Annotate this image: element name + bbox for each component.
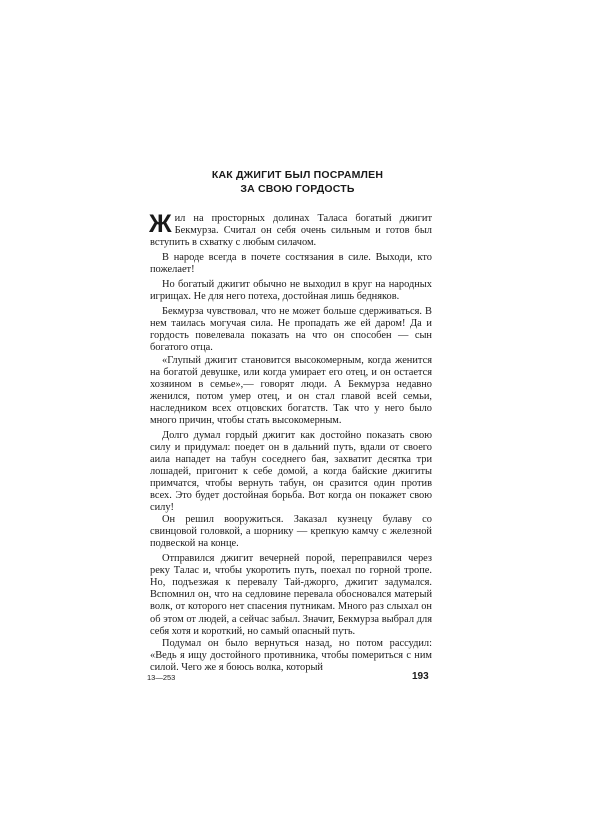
paragraph-1-text: ил на просторных долинах Таласа богатый джигит Бекмурза. Считал он себя очень сильным и готов был вступить в схватку с любым силачом. [150, 213, 432, 249]
story-body [149, 210, 432, 674]
story-title-line-1: КАК ДЖИГИТ БЫЛ ПОСРАМЛЕН [211, 169, 384, 181]
paragraph-9: Подумал он было вернуться назад, но потом рассудил: «Ведь я ищу достойного противника, чтобы помериться с ним силой. Чего же я боюсь волка, который [150, 637, 432, 673]
paragraph-2: В народе всегда в почете состязания в силе. Выходи, кто пожелает! [150, 252, 432, 276]
paragraph-6: Долго думал гордый джигит как достойно показать свою силу и придумал: поедет он в дальний путь, вдали от своего аила нападет на табун соседнего бая, захватит десятка три лошадей, пригонит к себе домой, а когда байские джигиты примчатся, чтобы вернуть табун, он сразится один против всех. Это будет достойная борьба. Вот когда он покажет свою силу! [150, 429, 432, 514]
page-number: 193 [412, 671, 429, 682]
paragraph-1 [149, 210, 432, 249]
drop-cap: Ж [149, 210, 172, 238]
paragraph-7: Он решил вооружиться. Заказал кузнецу булаву со свинцовой головкой, а шорнику — крепкую камчу с железной подвеской на конце. [150, 514, 432, 550]
paragraph-4: Бекмурза чувствовал, что не может больше сдерживаться. В нем таилась могучая сила. Не пропадать же ей даром! Да и гордость повелевала показать на что он способен — сын богатого отца. [150, 306, 432, 354]
paragraph-3: Но богатый джигит обычно не выходил в круг на народных игрищах. Не для него потеха, достойная лишь бедняков. [150, 279, 432, 303]
printer-signature: 13—253 [147, 673, 176, 682]
paragraph-5: «Глупый джигит становится высокомерным, когда женится на богатой девушке, или когда умирает его отец, и он остается хозяином в семье»,— говорят люди. А Бекмурза недавно женился, потом умер отец, и он стал главой всей семьи, наследником всех отцовских богатств. Так что у него было много причин, чтобы стать высокомерным. [150, 354, 432, 426]
story-title [150, 168, 445, 196]
story-title-line-2: ЗА СВОЮ ГОРДОСТЬ [240, 183, 355, 195]
paragraph-8: Отправился джигит вечерней порой, переправился через реку Талас и, чтобы укоротить путь, поехал по горной тропе. Но, подъезжая к перевалу Тай-джорго, джигит задумался. Вспомнил он, что на седловине перевала обосновался матерый волк, от которого нет спасения путникам. Много раз слыхал он об этом от людей, а сейчас забыл. Значит, Бекмурза выбрал для себя хотя и короткий, но самый опасный путь. [150, 553, 432, 637]
